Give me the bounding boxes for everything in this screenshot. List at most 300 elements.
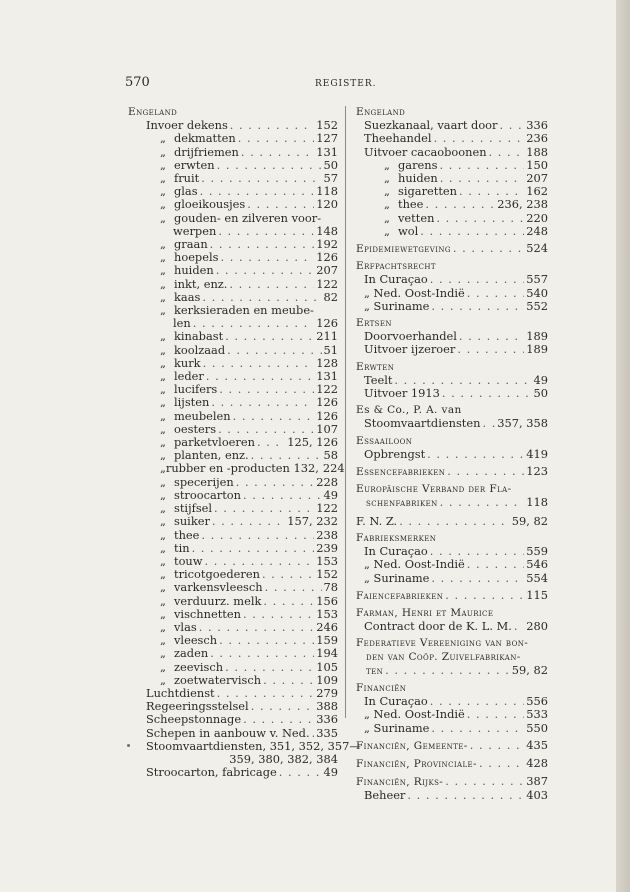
dot-leader xyxy=(229,278,314,291)
entry-page-ref: 228 xyxy=(316,474,338,489)
entry-text: In Curaçao xyxy=(364,694,428,709)
index-entry xyxy=(128,344,338,357)
index-entry xyxy=(128,595,338,608)
dot-leader xyxy=(470,739,525,752)
dot-leader xyxy=(385,664,510,677)
entry-page-ref: 533 xyxy=(526,707,548,722)
dot-leader xyxy=(431,300,524,313)
entry-page-ref: 157, 232 xyxy=(287,514,338,529)
entry-text: Financiën, Rijks- xyxy=(356,776,444,789)
entry-page-ref: 192 xyxy=(316,237,338,252)
entry-text: stijfsel xyxy=(174,501,213,516)
entry-text: dekmatten xyxy=(174,131,236,146)
entry-page-ref: 540 xyxy=(526,285,548,300)
dot-leader xyxy=(219,634,314,647)
dot-leader xyxy=(233,410,315,423)
entry-text: kurk xyxy=(174,355,201,370)
dot-leader xyxy=(203,357,315,370)
dot-leader xyxy=(445,589,524,602)
entry-text: sigaretten xyxy=(398,184,457,199)
index-heading: Fabrieksmerken xyxy=(356,531,437,544)
entry-text: lijsten xyxy=(174,395,210,410)
index-entry xyxy=(128,727,338,740)
entry-page-ref: 428 xyxy=(526,755,548,770)
entry-page-ref: 546 xyxy=(526,557,548,572)
ditto-mark: „ xyxy=(160,435,166,450)
ditto-mark: „ xyxy=(160,144,166,159)
entry-text: ten xyxy=(366,664,384,677)
entry-text: Theehandel xyxy=(364,131,432,146)
dot-leader xyxy=(399,515,510,528)
entry-text: Contract door de K. L. M. xyxy=(364,619,512,634)
index-entry xyxy=(128,410,338,423)
dot-leader xyxy=(467,708,525,721)
index-entry xyxy=(128,581,338,594)
ditto-mark: „ xyxy=(160,527,166,542)
entry-text: F. N. Z. xyxy=(356,513,398,528)
index-entry xyxy=(128,264,338,277)
ditto-mark: „ xyxy=(160,461,166,476)
entry-text: „ Ned. Oost-Indië xyxy=(364,557,465,572)
index-entry xyxy=(128,304,338,317)
entry-page-ref: 118 xyxy=(526,495,548,510)
entry-text: tin xyxy=(174,540,190,555)
dot-leader xyxy=(201,172,321,185)
entry-page-ref: 236, 238 xyxy=(497,197,548,212)
index-entry xyxy=(128,198,338,211)
column-divider xyxy=(345,106,346,718)
ditto-mark: „ xyxy=(160,289,166,304)
entry-page-ref: 127 xyxy=(316,131,338,146)
entry-page-ref: 403 xyxy=(526,788,548,803)
entry-page-ref: 126 xyxy=(316,395,338,410)
dot-leader xyxy=(257,436,285,449)
entry-text: werpen xyxy=(173,223,217,238)
index-entry xyxy=(356,589,548,603)
entry-page-ref: 550 xyxy=(526,720,548,735)
ink-speck xyxy=(127,744,130,747)
ditto-mark: „ xyxy=(160,197,166,212)
entry-page-ref: 357, 358 xyxy=(497,416,548,431)
dot-leader xyxy=(225,661,314,674)
dot-leader xyxy=(217,159,322,172)
dot-leader xyxy=(407,789,524,802)
entry-text: garens xyxy=(398,157,438,172)
dot-leader xyxy=(431,722,524,735)
index-heading: Es & Co., P. A. van xyxy=(356,404,462,417)
entry-text: Uitvoer ijzeroer xyxy=(364,342,456,357)
index-entry xyxy=(128,529,338,542)
dot-leader xyxy=(243,608,314,621)
dot-leader xyxy=(201,529,314,542)
entry-page-ref: 150 xyxy=(526,157,548,172)
entry-page-ref: 156 xyxy=(316,593,338,608)
dot-leader xyxy=(241,146,314,159)
dot-leader xyxy=(210,647,314,660)
entry-page-ref: 126 xyxy=(316,316,338,331)
ditto-mark: „ xyxy=(160,210,166,225)
index-continuation: 359, 380, 382, 384 xyxy=(229,751,338,766)
ditto-mark: „ xyxy=(160,342,166,357)
ditto-mark: „ xyxy=(160,263,166,278)
index-heading: Farman, Henri et Maurice xyxy=(356,606,494,619)
index-entry xyxy=(128,476,338,489)
entry-text: Opbrengst xyxy=(364,446,426,461)
index-entry xyxy=(128,461,345,476)
entry-text: fruit xyxy=(174,171,200,186)
ditto-mark: „ xyxy=(384,171,390,186)
entry-page-ref: 336 xyxy=(316,712,338,727)
entry-page-ref: 162 xyxy=(526,184,548,199)
index-heading: Engeland xyxy=(128,106,178,118)
entry-text: Doorvoerhandel xyxy=(364,329,457,344)
entry-page-ref: 336 xyxy=(526,118,548,133)
entry-page-ref: 122 xyxy=(316,382,338,397)
entry-text: „ Ned. Oost-Indië xyxy=(364,707,465,722)
ditto-mark: „ xyxy=(160,382,166,397)
entry-text: kerksieraden en meube- xyxy=(174,303,314,318)
index-entry xyxy=(356,722,548,735)
entry-page-ref: 194 xyxy=(316,646,338,661)
entry-text: Essencefabrieken xyxy=(356,466,446,479)
entry-text: koolzaad xyxy=(174,342,226,357)
ditto-mark: „ xyxy=(160,553,166,568)
dot-leader xyxy=(453,242,524,255)
index-entry xyxy=(128,212,338,225)
ditto-mark: „ xyxy=(160,131,166,146)
dot-leader xyxy=(220,251,314,264)
entry-page-ref: 148 xyxy=(316,223,338,238)
index-heading: Ertsen xyxy=(356,317,392,330)
entry-text: Regeeringsstelsel xyxy=(146,699,249,714)
dot-leader xyxy=(430,273,524,286)
index-entry xyxy=(128,608,338,621)
entry-text: vleesch xyxy=(174,633,218,648)
entry-text: parketvloeren xyxy=(174,435,255,450)
entry-page-ref: 435 xyxy=(526,737,548,752)
ditto-mark: „ xyxy=(160,355,166,370)
entry-page-ref: 207 xyxy=(316,263,338,278)
entry-page-ref: 552 xyxy=(526,298,548,313)
index-entry xyxy=(356,448,548,461)
entry-page-ref: 122 xyxy=(316,276,338,291)
entry-text: Uitvoer 1913 xyxy=(364,386,440,401)
entry-text: Epidemiewetgeving xyxy=(356,243,451,256)
index-heading: Financiën xyxy=(356,681,407,694)
entry-page-ref: 335 xyxy=(316,725,338,740)
entry-page-ref: 131 xyxy=(316,369,338,384)
ditto-mark: „ xyxy=(160,633,166,648)
index-entry xyxy=(356,496,548,510)
index-entry xyxy=(128,132,338,145)
index-entry xyxy=(356,387,548,400)
entry-page-ref: 556 xyxy=(526,694,548,709)
entry-page-ref: 78 xyxy=(323,580,338,595)
index-entry xyxy=(356,620,548,633)
entry-page-ref: 107 xyxy=(316,421,338,436)
dot-leader xyxy=(263,674,314,687)
dot-leader xyxy=(436,212,524,225)
entry-page-ref: 554 xyxy=(526,570,548,585)
dot-leader xyxy=(500,119,525,132)
dot-leader xyxy=(251,700,315,713)
entry-text: verduurz. melk xyxy=(174,593,262,608)
index-entry xyxy=(356,775,548,789)
dot-leader xyxy=(243,489,322,502)
index-entry xyxy=(128,647,338,660)
entry-text: zeevisch xyxy=(174,659,224,674)
entry-text: Stoomvaartdiensten, 351, 352, 357— xyxy=(146,738,361,753)
dot-leader xyxy=(459,330,524,343)
entry-page-ref: 59, 82 xyxy=(511,662,548,677)
dot-leader xyxy=(442,387,532,400)
entry-text: tricotgoederen xyxy=(174,567,260,582)
index-entry xyxy=(356,198,548,211)
entry-page-ref: 211 xyxy=(316,329,338,344)
dot-leader xyxy=(225,330,314,343)
entry-page-ref: 224 xyxy=(322,461,345,476)
index-entry xyxy=(356,212,548,225)
entry-page-ref: 152 xyxy=(316,118,338,133)
dot-leader xyxy=(312,727,315,740)
entry-page-ref: 126 xyxy=(316,250,338,265)
index-entry xyxy=(356,343,548,356)
running-head: REGISTER. xyxy=(315,79,377,89)
dot-leader xyxy=(216,264,315,277)
dot-leader xyxy=(420,225,524,238)
entry-text: Luchtdienst xyxy=(146,685,215,700)
dot-leader xyxy=(427,448,524,461)
entry-text: lucifers xyxy=(174,382,218,397)
dot-leader xyxy=(467,287,525,300)
entry-text: leder xyxy=(174,369,204,384)
ditto-mark: „ xyxy=(160,448,166,463)
index-entry xyxy=(356,242,548,256)
dot-leader xyxy=(439,159,524,172)
ditto-mark: „ xyxy=(160,329,166,344)
entry-page-ref: 59, 82 xyxy=(511,513,548,528)
index-heading: Erwten xyxy=(356,360,395,373)
ditto-mark: „ xyxy=(160,250,166,265)
ditto-mark: „ xyxy=(160,369,166,384)
entry-text: varkensvleesch xyxy=(174,580,263,595)
entry-page-ref: 115 xyxy=(526,587,548,602)
index-entry xyxy=(128,396,338,409)
dot-leader xyxy=(467,558,525,571)
entry-page-ref: 236 xyxy=(526,131,548,146)
entry-page-ref: 238 xyxy=(316,527,338,542)
dot-leader xyxy=(192,542,315,555)
entry-text: huiden xyxy=(398,171,438,186)
index-entry xyxy=(356,273,548,286)
entry-page-ref: 419 xyxy=(526,446,548,461)
entry-text: Stroocarton, fabricage xyxy=(146,765,277,780)
index-entry xyxy=(128,330,338,343)
index-entry xyxy=(128,278,338,291)
entry-text: Scheepstonnage xyxy=(146,712,242,727)
entry-text: planten, enz. xyxy=(174,448,249,463)
entry-text: Suezkanaal, vaart door xyxy=(364,118,498,133)
index-heading: Federatieve Vereeniging van bon- xyxy=(356,637,529,650)
dot-leader xyxy=(440,496,525,509)
entry-text: meubelen xyxy=(174,408,231,423)
entry-page-ref: 109 xyxy=(316,672,338,687)
dot-leader xyxy=(489,146,525,159)
entry-text: specerijen xyxy=(174,474,234,489)
entry-page-ref: 220 xyxy=(526,210,548,225)
entry-page-ref: 82 xyxy=(323,289,338,304)
index-entry xyxy=(356,417,548,430)
entry-page-ref: 188 xyxy=(526,144,548,159)
dot-leader xyxy=(211,396,314,409)
entry-text: oesters xyxy=(174,421,217,436)
index-entry xyxy=(128,515,338,528)
entry-text: vischnetten xyxy=(174,606,241,621)
index-entry xyxy=(356,664,548,678)
entry-page-ref: 58 xyxy=(323,448,338,463)
ditto-mark: „ xyxy=(160,421,166,436)
dot-leader xyxy=(243,713,314,726)
entry-page-ref: 387 xyxy=(526,774,548,789)
dot-leader xyxy=(210,238,315,251)
index-entry xyxy=(128,542,338,555)
dot-leader xyxy=(479,757,524,770)
entry-page-ref: 49 xyxy=(323,487,338,502)
index-entry xyxy=(356,132,548,145)
index-entry xyxy=(356,708,548,721)
ditto-mark: „ xyxy=(160,514,166,529)
entry-page-ref: 159 xyxy=(316,633,338,648)
index-entry xyxy=(128,146,338,159)
entry-text: kinabast xyxy=(174,329,224,344)
entry-page-ref: 279 xyxy=(316,685,338,700)
entry-page-ref: 57 xyxy=(323,171,338,186)
dot-leader xyxy=(514,620,524,633)
entry-page-ref: 105 xyxy=(316,659,338,674)
entry-text: graan xyxy=(174,237,208,252)
ditto-mark: „ xyxy=(160,593,166,608)
entry-text: „ Ned. Oost-Indië xyxy=(364,285,465,300)
entry-text: thee xyxy=(398,197,424,212)
entry-text: thee xyxy=(174,527,200,542)
dot-leader xyxy=(447,465,524,478)
entry-text: len xyxy=(173,316,191,331)
dot-leader xyxy=(219,383,314,396)
entry-text: glas xyxy=(174,184,198,199)
entry-text: erwten xyxy=(174,157,215,172)
entry-text: „ Suriname xyxy=(364,720,430,735)
index-heading: Engeland xyxy=(356,106,406,118)
index-entry xyxy=(128,713,338,726)
ditto-mark: „ xyxy=(160,672,166,687)
dot-leader xyxy=(262,568,314,581)
ditto-mark: „ xyxy=(160,659,166,674)
entry-page-ref: 50 xyxy=(323,157,338,172)
entry-page-ref: 118 xyxy=(316,184,338,199)
index-entry xyxy=(356,146,548,159)
ditto-mark: „ xyxy=(384,197,390,212)
ditto-mark: „ xyxy=(160,408,166,423)
entry-page-ref: 128 xyxy=(316,355,338,370)
index-entry xyxy=(128,661,338,674)
entry-text: suiker xyxy=(174,514,210,529)
entry-page-ref: 239 xyxy=(316,540,338,555)
entry-text: huiden xyxy=(174,263,214,278)
entry-page-ref: 50 xyxy=(533,386,548,401)
index-entry xyxy=(356,572,548,585)
index-heading: den van Coöp. Zuivelfabrikan- xyxy=(366,650,521,663)
page-edge xyxy=(616,0,630,892)
entry-text: hoepels xyxy=(174,250,219,265)
entry-page-ref: 51 xyxy=(323,342,338,357)
ditto-mark: „ xyxy=(160,474,166,489)
index-heading: Europäische Verband der Fla- xyxy=(356,483,512,496)
dot-leader xyxy=(279,766,322,779)
ditto-mark: „ xyxy=(160,580,166,595)
entry-text: drijfriemen xyxy=(174,144,239,159)
ditto-mark: „ xyxy=(160,646,166,661)
entry-text: wol xyxy=(398,223,419,238)
dot-leader xyxy=(238,132,314,145)
dot-leader xyxy=(265,581,322,594)
dot-leader xyxy=(457,343,524,356)
entry-page-ref: 280 xyxy=(526,619,548,634)
ditto-mark: „ xyxy=(160,567,166,582)
entry-page-ref: 153 xyxy=(316,606,338,621)
ditto-mark: „ xyxy=(160,606,166,621)
entry-text: Uitvoer cacaoboonen xyxy=(364,144,487,159)
index-entry xyxy=(128,766,338,779)
entry-text: In Curaçao xyxy=(364,544,428,559)
ditto-mark: „ xyxy=(160,619,166,634)
entry-text: rubber en -producten 132, xyxy=(165,461,319,476)
entry-page-ref: 120 xyxy=(316,197,338,212)
left-index-column xyxy=(128,106,361,780)
dot-leader xyxy=(431,572,524,585)
entry-text: „ Suriname xyxy=(364,298,430,313)
entry-text: vlas xyxy=(174,619,197,634)
entry-text: Financiën, Provinciale- xyxy=(356,757,477,770)
entry-page-ref: 131 xyxy=(316,144,338,159)
dot-leader xyxy=(247,198,314,211)
entry-text: Financiën, Gemeente- xyxy=(356,739,468,752)
entry-page-ref: 123 xyxy=(526,464,548,479)
page-number: 570 xyxy=(125,75,150,90)
entry-page-ref: 152 xyxy=(316,567,338,582)
ditto-mark: „ xyxy=(384,184,390,199)
entry-text: vetten xyxy=(398,210,435,225)
ditto-mark: „ xyxy=(384,157,390,172)
entry-text: gouden- en zilveren voor- xyxy=(174,210,322,225)
index-entry xyxy=(356,300,548,313)
entry-text: Beheer xyxy=(364,788,406,803)
entry-page-ref: 153 xyxy=(316,553,338,568)
entry-text: touw xyxy=(174,553,203,568)
ditto-mark: „ xyxy=(160,276,166,291)
entry-text: Schepen in aanbouw v. Ned. xyxy=(146,725,310,740)
entry-text: gloeikousjes xyxy=(174,197,246,212)
index-heading: Erfpachtsrecht xyxy=(356,260,436,273)
ditto-mark: „ xyxy=(160,237,166,252)
entry-page-ref: 125, 126 xyxy=(287,435,338,450)
dot-leader xyxy=(212,515,285,528)
entry-text: „ Suriname xyxy=(364,570,430,585)
index-entry xyxy=(128,674,338,687)
right-index-column xyxy=(356,106,548,803)
dot-leader xyxy=(263,595,314,608)
entry-page-ref: 248 xyxy=(526,223,548,238)
entry-page-ref: 189 xyxy=(526,329,548,344)
